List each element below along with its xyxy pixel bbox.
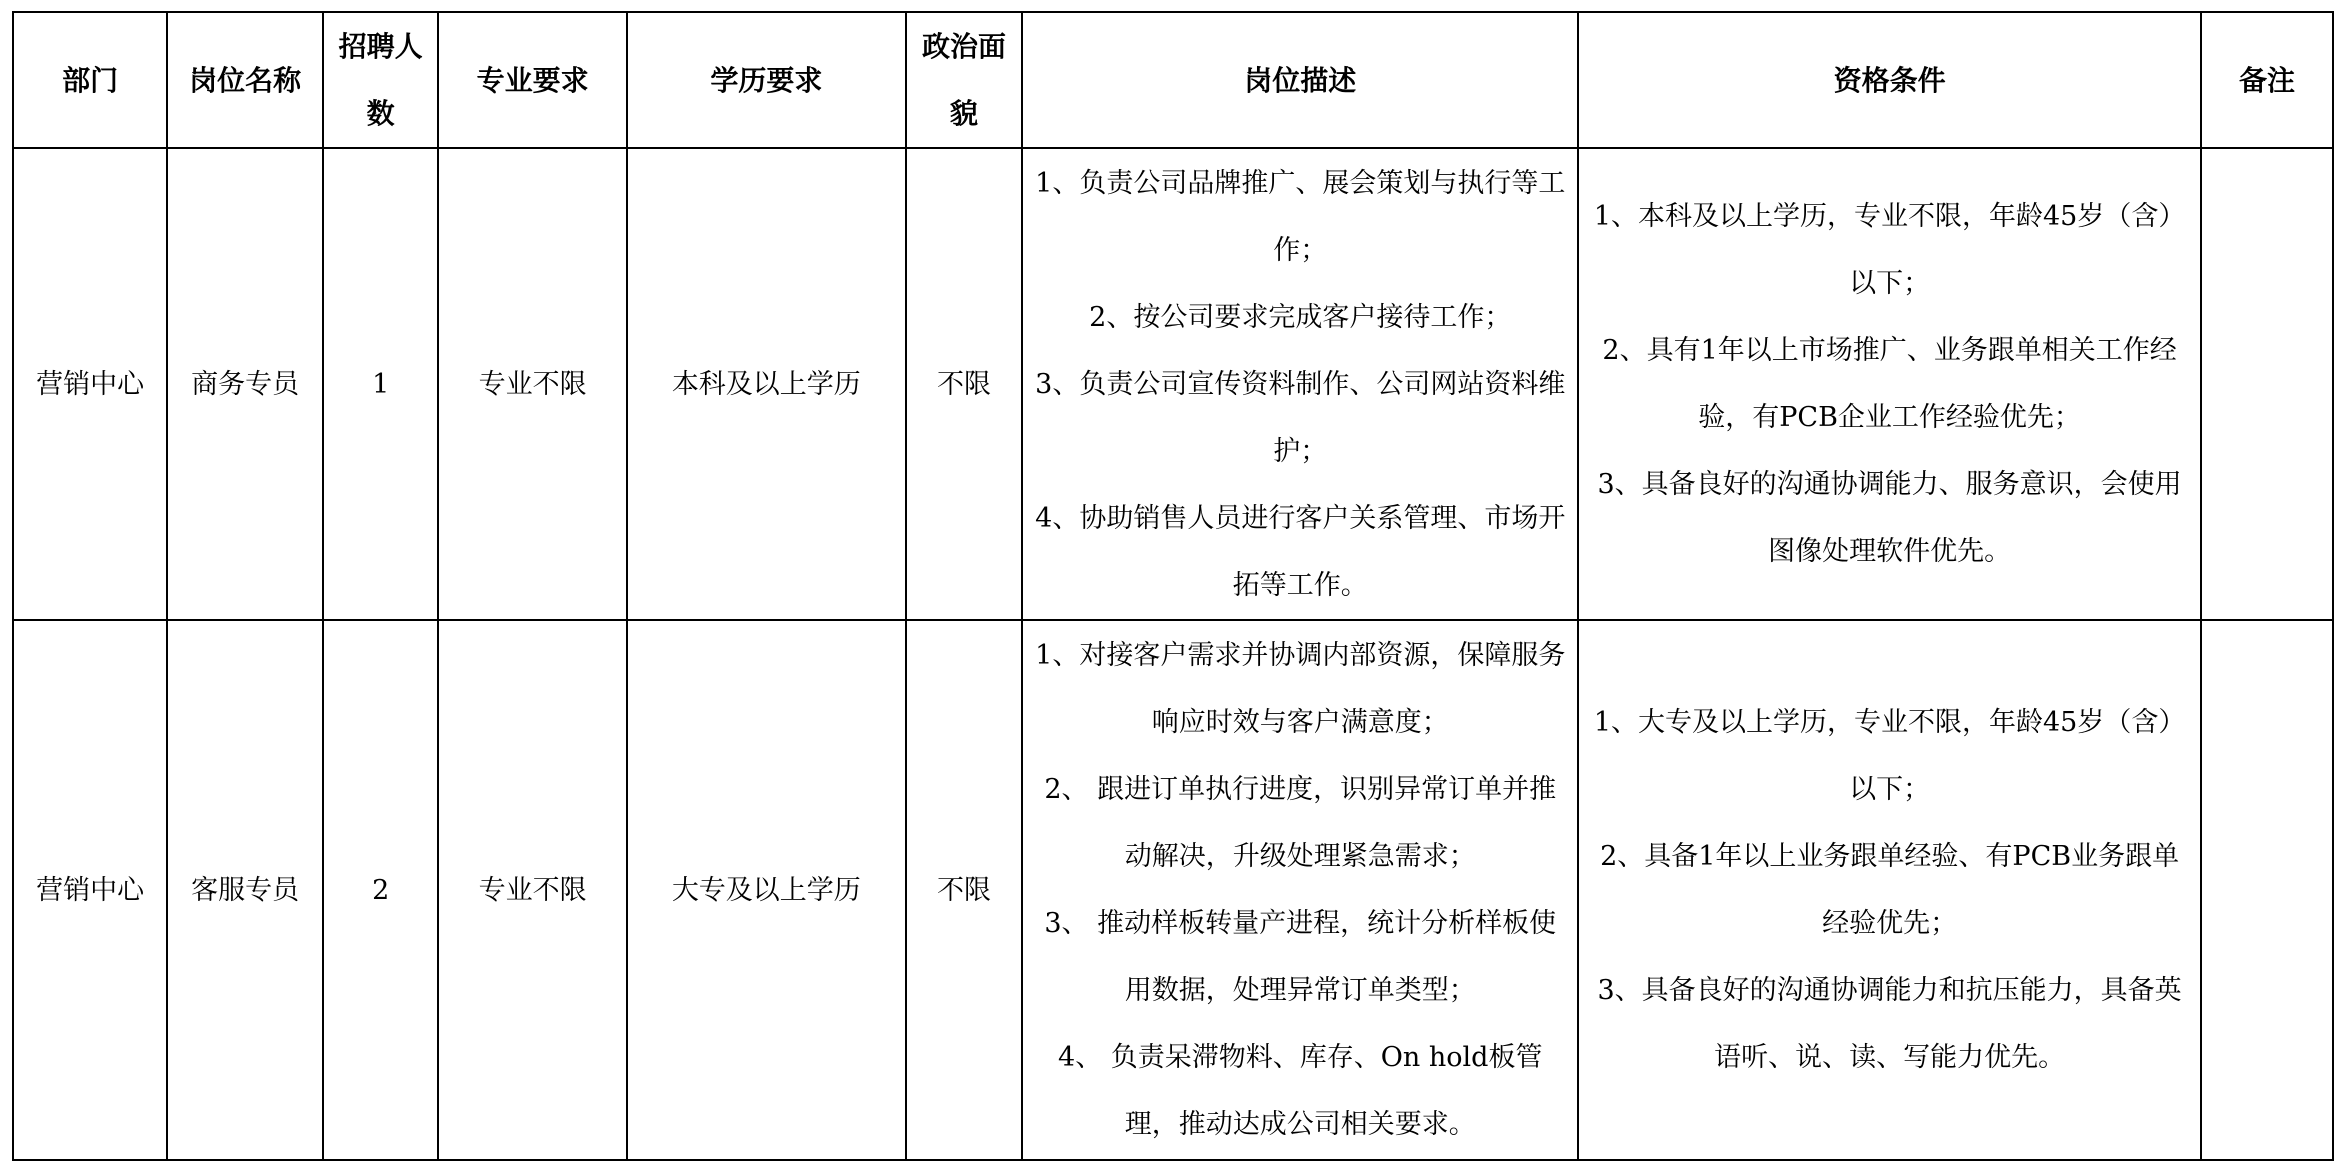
qualification-item: 1、本科及以上学历，专业不限，年龄45岁（含）以下； (1593, 201, 2186, 299)
cell-qualification (1578, 148, 2201, 620)
cell-dept: 营销中心 (13, 620, 167, 1160)
description-item: 2、 跟进订单执行进度，识别异常订单并推动解决，升级处理紧急需求； (1044, 774, 1557, 872)
table-row (13, 148, 2333, 620)
cell-position: 商务专员 (167, 148, 323, 620)
description-item: 1、负责公司品牌推广、展会策划与执行等工作； (1035, 167, 1566, 266)
cell-qualification (1578, 620, 2201, 1160)
qualification-item: 3、具备良好的沟通协调能力和抗压能力，具备英语听、说、读、写能力优先。 (1597, 975, 2182, 1073)
table-row (13, 620, 2333, 1160)
cell-political: 不限 (906, 620, 1023, 1160)
cell-count: 1 (323, 148, 438, 620)
description-item: 2、按公司要求完成客户接待工作； (1089, 301, 1512, 333)
qualification-item: 3、具备良好的沟通协调能力、服务意识，会使用图像处理软件优先。 (1597, 469, 2182, 567)
header-major: 专业要求 (438, 12, 627, 148)
header-dept: 部门 (13, 12, 167, 148)
cell-political: 不限 (906, 148, 1023, 620)
header-position: 岗位名称 (167, 12, 323, 148)
cell-education: 本科及以上学历 (627, 148, 906, 620)
cell-description (1022, 148, 1578, 620)
description-item: 3、负责公司宣传资料制作、公司网站资料维护； (1035, 368, 1566, 467)
header-education: 学历要求 (627, 12, 906, 148)
cell-remarks (2201, 620, 2333, 1160)
header-description: 岗位描述 (1022, 12, 1578, 148)
description-item: 1、对接客户需求并协调内部资源，保障服务响应时效与客户满意度； (1035, 640, 1566, 738)
cell-education: 大专及以上学历 (627, 620, 906, 1160)
header-qualification: 资格条件 (1578, 12, 2201, 148)
qualification-item: 2、具备1年以上业务跟单经验、有PCB业务跟单经验优先； (1600, 841, 2180, 939)
header-row (13, 12, 2333, 148)
description-item: 4、协助销售人员进行客户关系管理、市场开拓等工作。 (1035, 502, 1566, 601)
header-count: 招聘人数 (323, 12, 438, 148)
cell-remarks (2201, 148, 2333, 620)
header-political: 政治面貌 (906, 12, 1023, 148)
cell-description (1022, 620, 1578, 1160)
cell-position: 客服专员 (167, 620, 323, 1160)
cell-count: 2 (323, 620, 438, 1160)
qualification-item: 2、具有1年以上市场推广、业务跟单相关工作经验，有PCB企业工作经验优先； (1602, 335, 2177, 433)
description-item: 3、 推动样板转量产进程，统计分析样板使用数据，处理异常订单类型； (1044, 908, 1557, 1006)
cell-dept: 营销中心 (13, 148, 167, 620)
description-item: 4、 负责呆滞物料、库存、On hold板管理，推动达成公司相关要求。 (1058, 1042, 1543, 1140)
cell-major: 专业不限 (438, 148, 627, 620)
qualification-item: 1、大专及以上学历，专业不限，年龄45岁（含）以下； (1593, 707, 2186, 805)
header-remarks: 备注 (2201, 12, 2333, 148)
cell-major: 专业不限 (438, 620, 627, 1160)
recruitment-table (12, 11, 2334, 1161)
